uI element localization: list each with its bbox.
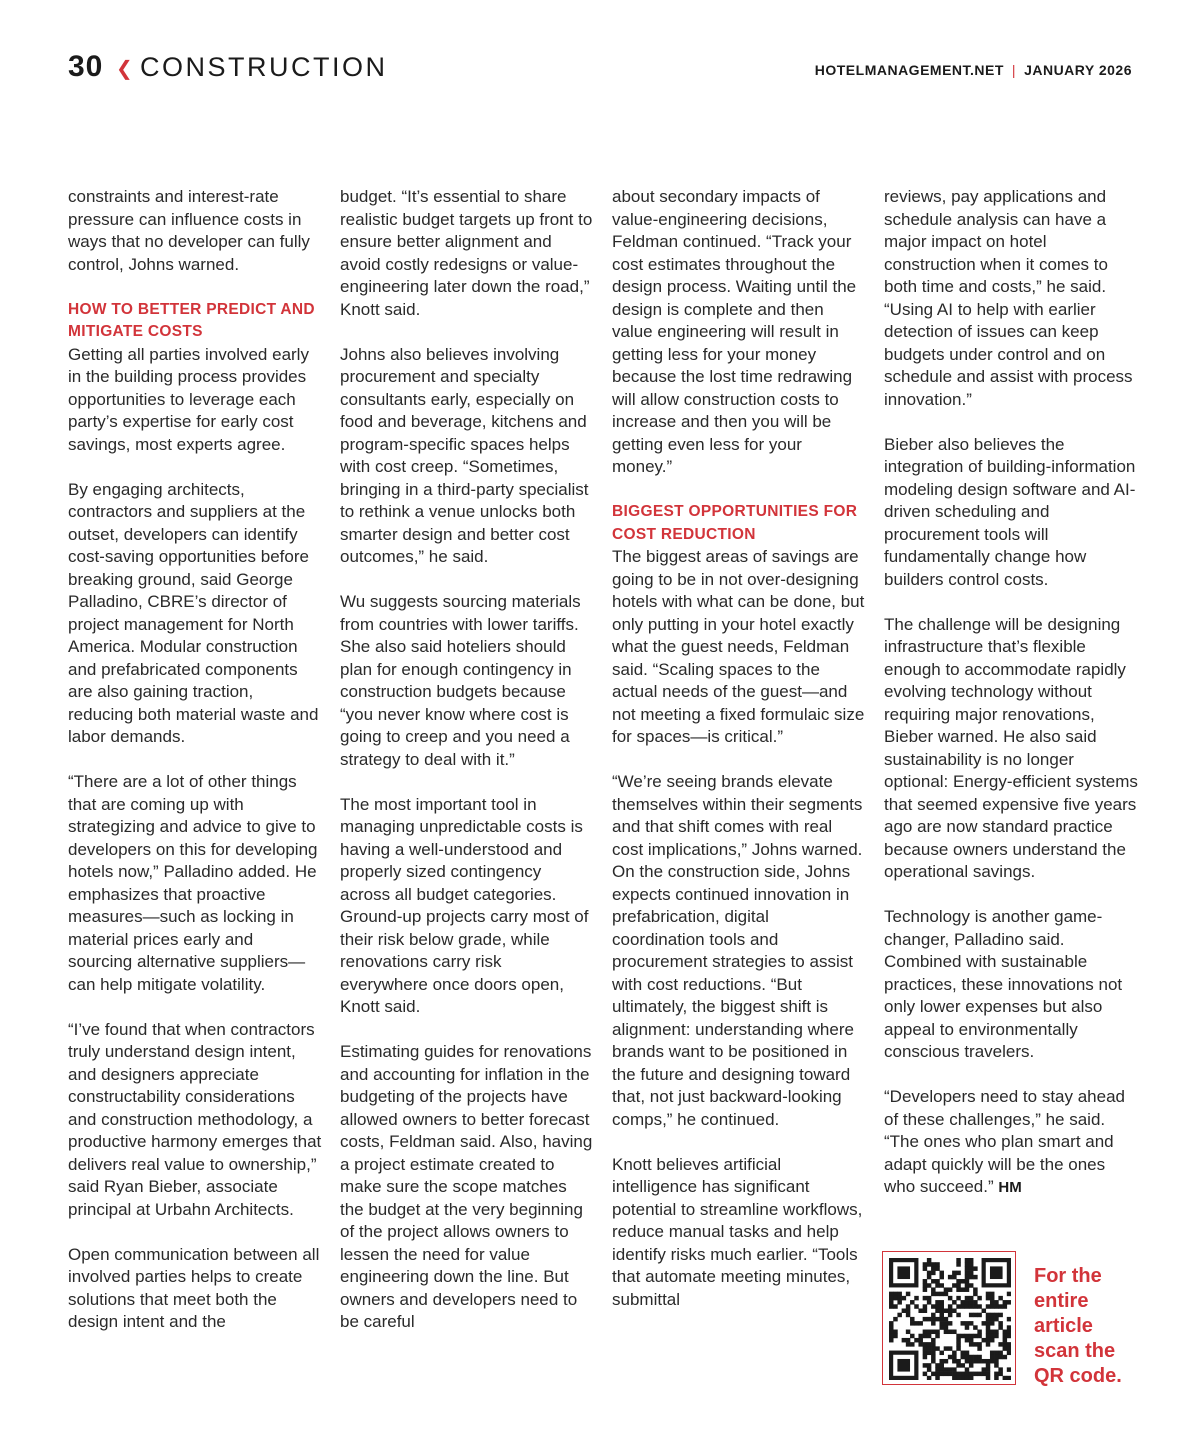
page-number: 30	[68, 50, 104, 83]
page-header	[68, 48, 1132, 88]
paragraph: The biggest areas of savings are going to be in not over-designing hotels with what can be done, but only putting in your hotel exactly what the guest needs, Feldman said. “Scaling spaces to the actual needs of the guest—and not meeting a fixed formulaic size for spaces—is critical.”	[612, 547, 865, 746]
chevron-left-icon: ❮	[116, 58, 133, 80]
column-3	[612, 186, 866, 1311]
paragraph-text: “Developers need to stay ahead of these challenges,” he said. “The ones who plan smart and adapt quickly will be the ones who succeed.”	[884, 1087, 1125, 1196]
column-1	[68, 186, 322, 1334]
site-name: HOTELMANAGEMENT.NET	[814, 62, 1004, 78]
paragraph: budget. “It’s essential to share realistic budget targets up front to ensure better alignment and avoid costly redesigns or value-engineering later down the road,” Knott said.	[340, 187, 593, 319]
column-4	[884, 186, 1138, 1200]
qr-code[interactable]	[882, 1251, 1016, 1385]
end-mark: HM	[998, 1179, 1022, 1196]
paragraph: Getting all parties involved early in the building process provides opportunities to leverage each party’s expertise for early cost savings, most experts agree.	[68, 344, 309, 454]
publication-info	[815, 62, 1132, 78]
paragraph: Bieber also believes the integration of building-information modeling design software and AI-driven scheduling and procurement tools will fundamentally change how builders control costs.	[884, 434, 1136, 589]
issue-date: JANUARY 2026	[1024, 62, 1132, 78]
paragraph	[884, 1086, 1138, 1200]
divider: |	[1011, 62, 1017, 78]
paragraph: Estimating guides for renovations and accounting for inflation in the budgeting of the projects have allowed owners to better forecast costs, Feldman said. Also, having a project estimate created to make sure the scope matches the budget at the very beginning of the project allows owners to lessen the need for value engineering down the line. But owners and developers need to be careful	[340, 1042, 593, 1331]
qr-code-icon	[889, 1258, 1011, 1380]
paragraph: Technology is another game-changer, Palladino said. Combined with sustainable practices, these innovations not only lower expenses but also appeal to environmentally conscious travelers.	[884, 907, 1123, 1061]
paragraph: Johns also believes involving procurement and specialty consultants early, especially on food and beverage, kitchens and program-specific spaces helps with cost creep. “Sometimes, bringing in a third-party specialist to rethink a venue unlocks both smarter design and better cost outcomes,” he said.	[340, 344, 589, 566]
paragraph: about secondary impacts of value-engineering decisions, Feldman continued. “Track your cost estimates throughout the design process. Waiting until the design is complete and then value engineering will result in getting less for your money because the lost time redrawing will allow construction costs to increase and then you will be getting even less for your money.”	[612, 187, 857, 476]
paragraph: The challenge will be designing infrastructure that’s flexible enough to accommodate rapidly evolving technology without requiring major renovations, Bieber warned. He also said sustainability is no longer optional: Energy-efficient systems that seemed expensive five years ago are now standard practice because owners understand the operational savings.	[884, 614, 1138, 881]
subheading: HOW TO BETTER PREDICT AND MITIGATE COSTS	[68, 300, 315, 340]
paragraph: “I’ve found that when contractors truly understand design intent, and designers appreciate constructability considerations and construction methodology, a productive harmony emerges that delivers real value to ownership,” said Ryan Bieber, associate principal at Urbahn Architects.	[68, 1019, 322, 1219]
paragraph: “We’re seeing brands elevate themselves within their segments and that shift comes with real cost implications,” Johns warned. On the construction side, Johns expects continued innovation in prefabrication, digital coordination tools and procurement strategies to assist with cost reductions. “But ultimately, the biggest shift is alignment: understanding where brands want to be positioned in the future and designing toward that, not just backward-looking comps,” he continued.	[612, 772, 863, 1129]
paragraph: Wu suggests sourcing materials from countries with lower tariffs. She also said hoteliers should plan for enough contingency in construction budgets because “you never know where cost is going to creep and you need a strategy to deal with it.”	[340, 592, 581, 769]
paragraph: Knott believes artificial intelligence has significant potential to streamline workflows, reduce manual tasks and help identify risks much earlier. “Tools that automate meeting minutes, submittal	[612, 1154, 863, 1309]
paragraph: The most important tool in managing unpredictable costs is having a well-understood and properly sized contingency across all budget categories. Ground-up projects carry most of their risk below grade, while renovations carry risk everywhere once doors open, Knott said.	[340, 794, 589, 1016]
paragraph: By engaging architects, contractors and suppliers at the outset, developers can identify cost-saving opportunities before breaking ground, said George Palladino, CBRE’s director of project management for North America. Modular construction and prefabricated components are also gaining traction, reducing both material waste and labor demands.	[68, 479, 319, 746]
paragraph: constraints and interest-rate pressure can influence costs in ways that no developer can fully control, Johns warned.	[68, 187, 310, 274]
paragraph: reviews, pay applications and schedule analysis can have a major impact on hotel construction when it comes to both time and costs,” he said. “Using AI to help with earlier detection of issues can keep budgets under control and on schedule and assist with process innovation.”	[884, 187, 1133, 409]
qr-caption: For the entire article scan the QR code.	[1034, 1265, 1122, 1387]
section-title: CONSTRUCTION	[140, 52, 388, 82]
paragraph: “There are a lot of other things that are coming up with strategizing and advice to give to developers on this for developing hotels now,” Palladino added. He emphasizes that proactive measures—such as locking in material prices early and sourcing alternative suppliers—can help mitigate volatility.	[68, 772, 318, 994]
subheading: BIGGEST OPPORTUNITIES FOR COST REDUCTION	[612, 503, 858, 543]
column-2	[340, 186, 594, 1334]
paragraph: Open communication between all involved parties helps to create solutions that meet both the design intent and the	[68, 1244, 320, 1331]
